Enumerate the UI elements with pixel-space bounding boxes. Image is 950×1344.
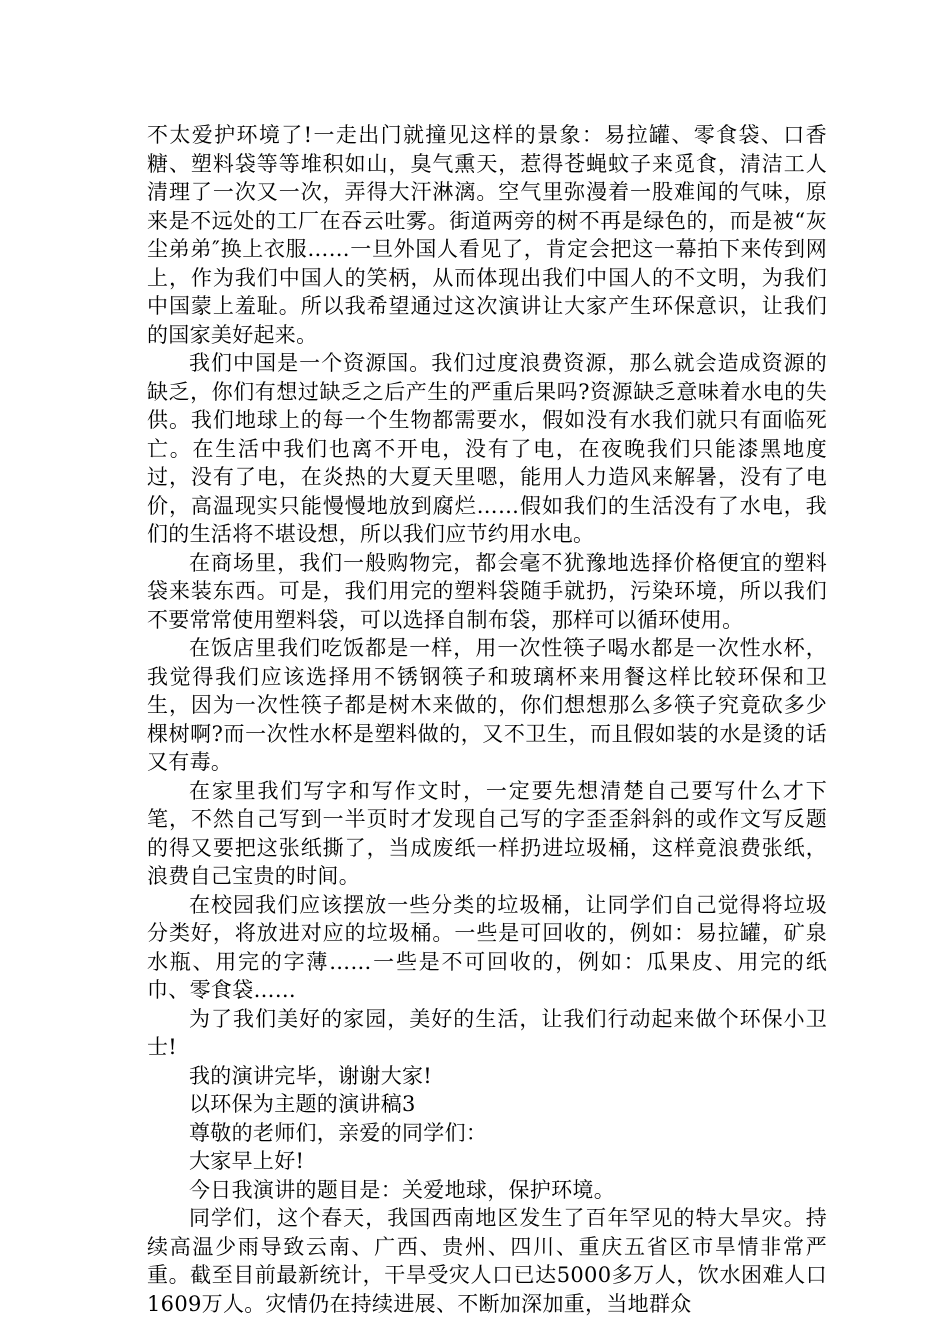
paragraph: 今日我演讲的题目是：关爱地球，保护环境。	[189, 1177, 615, 1202]
paragraph: 同学们，这个春天，我国西南地区发生了百年罕见的特大旱灾。持续高温少雨导致云南、广西、贵州、四川、重庆五省区市旱情非常严重。截至目前最新统计，干旱受灾人口已达5000多万人，饮水困难人口1609万人。灾情仍在持续进展、不断加深加重，当地群众	[147, 1206, 827, 1316]
section-title: 以环保为主题的演讲稿3	[189, 1092, 416, 1116]
paragraph: 在饭店里我们吃饭都是一样，用一次性筷子喝水都是一次性水杯，我觉得我们应该选择用不锈钢筷子和玻璃杯来用餐这样比较环保和卫生，因为一次性筷子都是树木来做的，你们想想那么多筷子究竟砍多少棵树啊?而一次性水杯是塑料做的，又不卫生，而且假如装的水是烫的话又有毒。	[147, 636, 827, 774]
paragraph: 我们中国是一个资源国。我们过度浪费资源，那么就会造成资源的缺乏，你们有想过缺乏之后产生的严重后果吗?资源缺乏意味着水电的失供。我们地球上的每一个生物都需要水，假如没有水我们就只有面临死亡。在生活中我们也离不开电，没有了电，在夜晚我们只能漆黑地度过，没有了电，在炎热的大夏天里嗯，能用人力造风来解暑，没有了电价，高温现实只能慢慢地放到腐烂……假如我们的生活没有了水电，我们的生活将不堪设想，所以我们应节约用水电。	[147, 351, 827, 546]
paragraph: 尊敬的老师们，亲爱的同学们：	[189, 1120, 488, 1145]
paragraph: 为了我们美好的家园，美好的生活，让我们行动起来做个环保小卫士!	[147, 1006, 827, 1059]
paragraph: 大家早上好!	[189, 1149, 305, 1173]
paragraph: 在校园我们应该摆放一些分类的垃圾桶，让同学们自己觉得将垃圾分类好，将放进对应的垃圾桶。一些是可回收的，例如：易拉罐，矿泉水瓶、用完的字薄……一些是不可回收的，例如：瓜果皮、用完的纸巾、零食袋……	[147, 892, 827, 1002]
paragraph: 在家里我们写字和写作文时，一定要先想清楚自己要写什么才下笔，不然自己写到一半页时才发现自己写的字歪歪斜斜的或作文写反题的得又要把这张纸撕了，当成废纸一样扔进垃圾桶，这样竟浪费张纸，浪费自己宝贵的时间。	[147, 778, 827, 888]
paragraph: 我的演讲完毕，谢谢大家!	[189, 1063, 433, 1088]
document-body	[147, 121, 827, 1318]
paragraph: 在商场里，我们一般购物完，都会毫不犹豫地选择价格便宜的塑料袋来装东西。可是，我们用完的塑料袋随手就扔，污染环境，所以我们不要常常使用塑料袋，可以选择自制布袋，那样可以循环使用。	[147, 550, 827, 632]
paragraph: 不太爱护环境了!一走出门就撞见这样的景象：易拉罐、零食袋、口香糖、塑料袋等等堆积如山，臭气熏天，惹得苍蝇蚊子来觅食，清洁工人清理了一次又一次，弄得大汗淋漓。空气里弥漫着一股难闻的气味，原来是不远处的工厂在吞云吐雾。街道两旁的树不再是绿色的，而是被“灰尘弟弟″换上衣服……一旦外国人看见了，肯定会把这一幕拍下来传到网上，作为我们中国人的笑柄，从而体现出我们中国人的不文明，为我们中国蒙上羞耻。所以我希望通过这次演讲让大家产生环保意识，让我们的国家美好起来。	[147, 123, 827, 347]
